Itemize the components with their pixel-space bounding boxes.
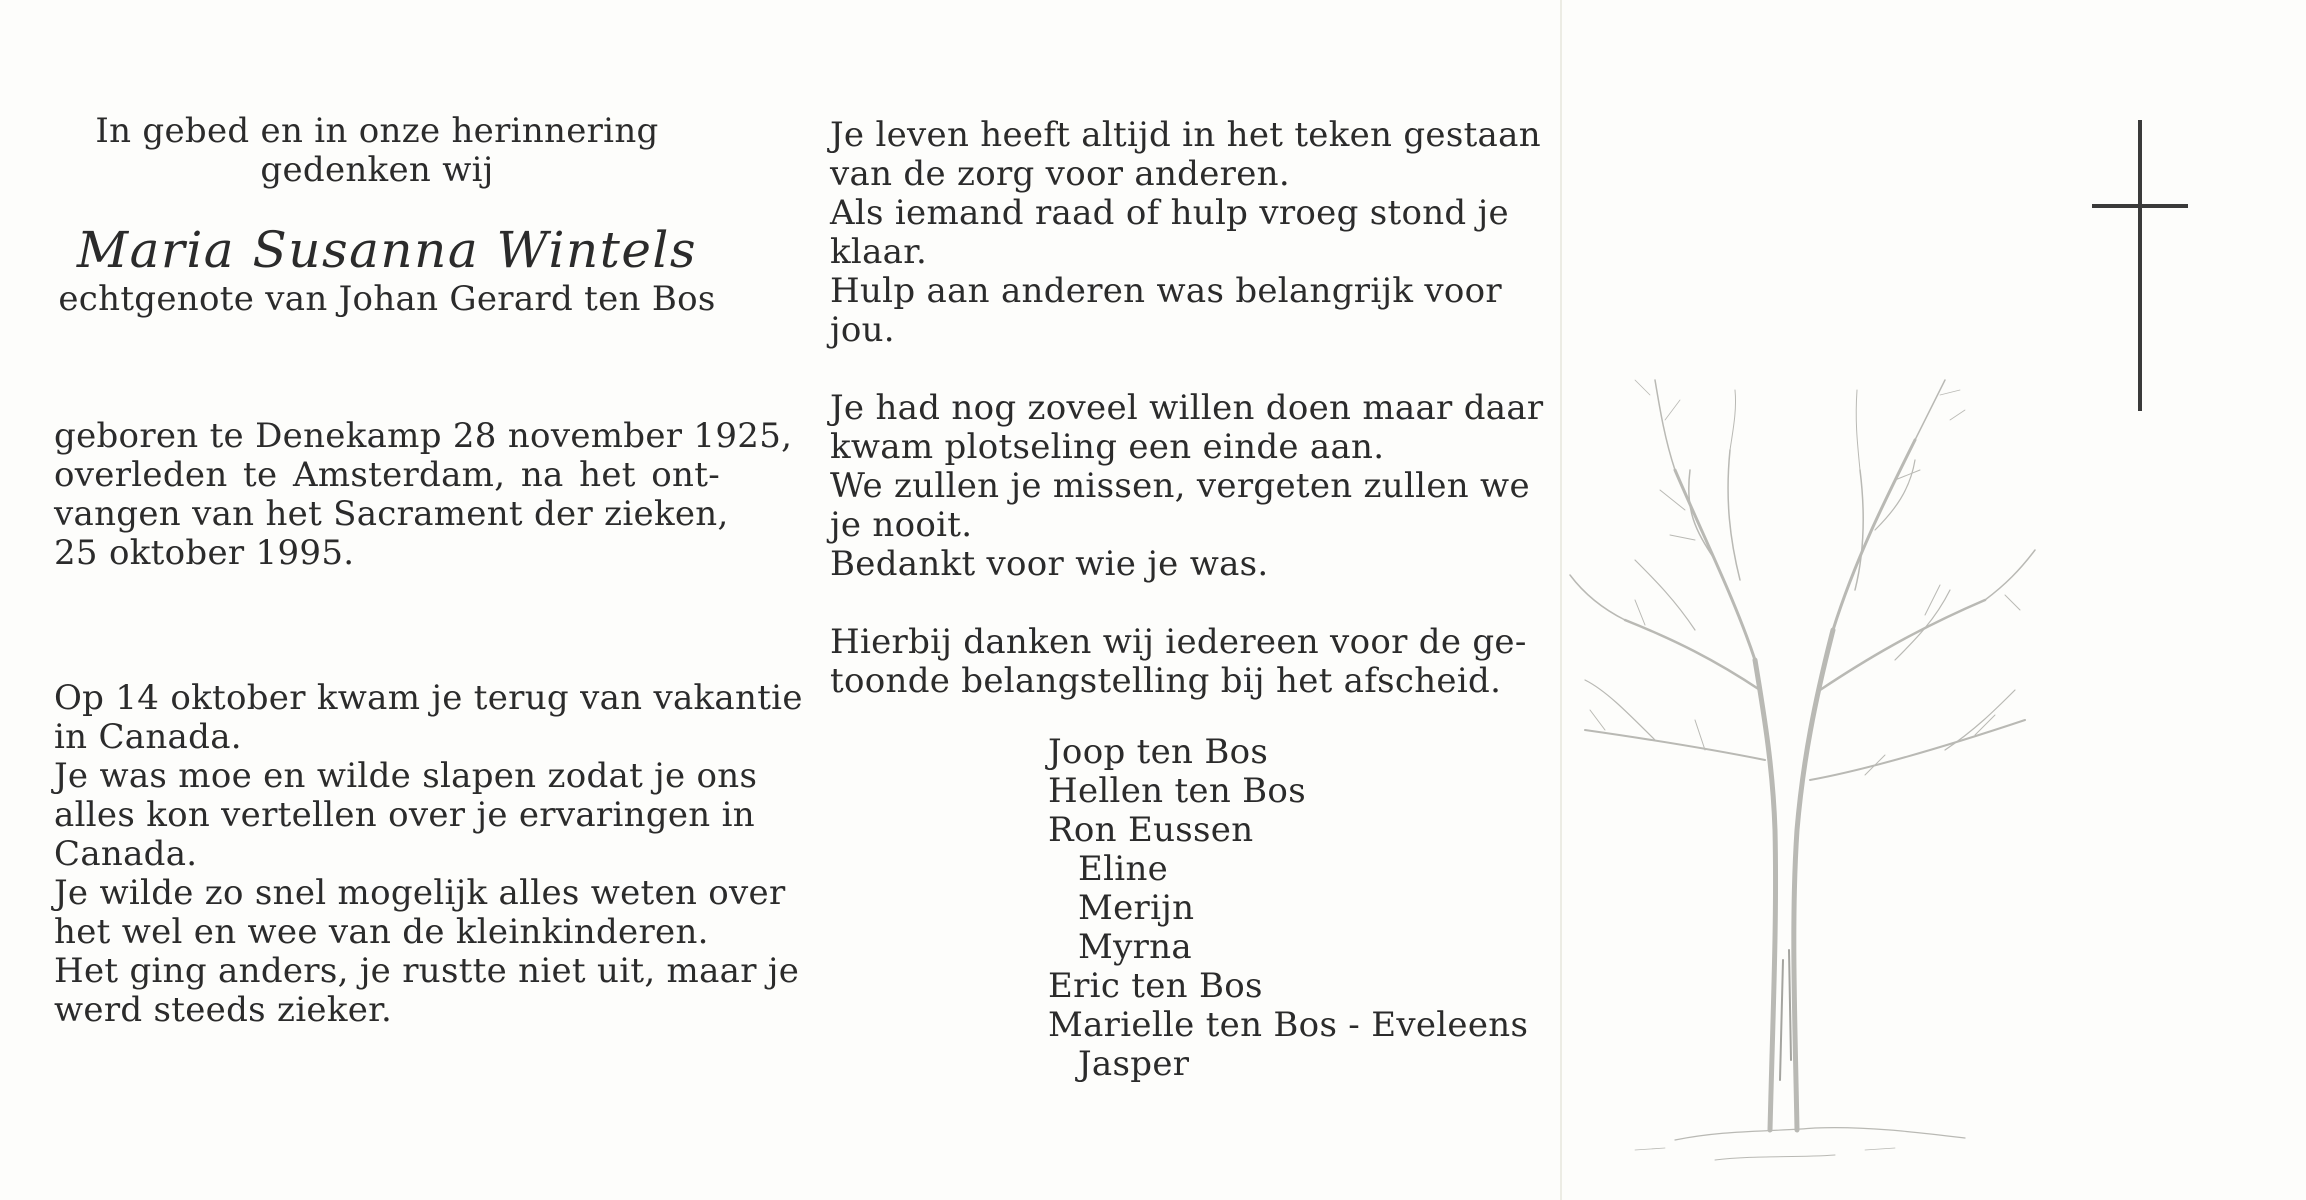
text-line: jou. xyxy=(830,310,895,350)
poem-stanza-2 xyxy=(830,388,1544,584)
text-line: Je wilde zo snel mogelijk alles weten over xyxy=(54,873,786,913)
text-line: vangen van het Sacrament der zieken, xyxy=(54,494,729,534)
text-line: in Canada. xyxy=(54,717,242,757)
survivor-name: Joop ten Bos xyxy=(1048,732,1269,772)
survivor-name: Marielle ten Bos - Eveleens xyxy=(1048,1005,1529,1045)
survivor-name: Hellen ten Bos xyxy=(1048,771,1306,811)
text-line: Je had nog zoveel willen doen maar daar xyxy=(830,388,1544,428)
text-line: het wel en wee van de kleinkinderen. xyxy=(54,912,709,952)
intro-text xyxy=(44,112,710,190)
text-line: klaar. xyxy=(830,232,928,272)
survivor-name: Jasper xyxy=(1078,1044,1190,1084)
intro-line: gedenken wij xyxy=(260,150,494,190)
text-line: kwam plotseling een einde aan. xyxy=(830,427,1385,467)
survivors-list xyxy=(1048,732,1529,1084)
text-line: Je leven heeft altijd in het teken gestaan xyxy=(830,115,1541,155)
text-line: overleden te Amsterdam, na het ont- xyxy=(54,455,720,495)
deceased-name: Maria Susanna Wintels xyxy=(76,221,698,279)
text-line: van de zorg voor anderen. xyxy=(830,154,1290,194)
text-line: toonde belangstelling bij het afscheid. xyxy=(830,661,1502,701)
text-line: Hierbij danken wij iedereen voor de ge- xyxy=(830,622,1527,662)
text-line: Canada. xyxy=(54,834,198,874)
text-line: Je was moe en wilde slapen zodat je ons xyxy=(54,756,758,796)
text-line: Als iemand raad of hulp vroeg stond je xyxy=(830,193,1509,233)
cross-icon xyxy=(2090,118,2190,413)
text-line: 25 oktober 1995. xyxy=(54,533,355,573)
text-line: je nooit. xyxy=(830,505,973,545)
text-line: alles kon vertellen over je ervaringen in xyxy=(54,795,755,835)
bio-paragraph xyxy=(54,678,803,1030)
text-line: Hulp aan anderen was belangrijk voor xyxy=(830,271,1502,311)
survivor-name: Myrna xyxy=(1078,927,1192,967)
survivor-name: Eric ten Bos xyxy=(1048,966,1263,1006)
bare-tree-drawing xyxy=(1565,360,2045,1190)
text-line: werd steeds zieker. xyxy=(54,990,393,1030)
text-line: Het ging anders, je rustte niet uit, maar je xyxy=(54,951,800,991)
right-panel xyxy=(1565,0,2306,1200)
text-line: Bedankt voor wie je was. xyxy=(830,544,1269,584)
thanks-paragraph xyxy=(830,622,1527,701)
text-line: Op 14 oktober kwam je terug van vakantie xyxy=(54,678,803,718)
middle-panel xyxy=(830,115,1544,1084)
survivor-name: Ron Eussen xyxy=(1048,810,1254,850)
fold-line xyxy=(1560,0,1562,1200)
left-panel xyxy=(54,111,803,1030)
text-line: We zullen je missen, vergeten zullen we xyxy=(830,466,1530,506)
poem-stanza-1 xyxy=(830,115,1541,350)
survivor-name: Merijn xyxy=(1078,888,1195,928)
spouse-line: echtgenote van Johan Gerard ten Bos xyxy=(58,279,716,319)
birth-death-paragraph xyxy=(54,416,793,573)
survivor-name: Eline xyxy=(1078,849,1169,889)
intro-line: In gebed en in onze herinnering xyxy=(95,111,659,151)
text-line: geboren te Denekamp 28 november 1925, xyxy=(54,416,793,456)
